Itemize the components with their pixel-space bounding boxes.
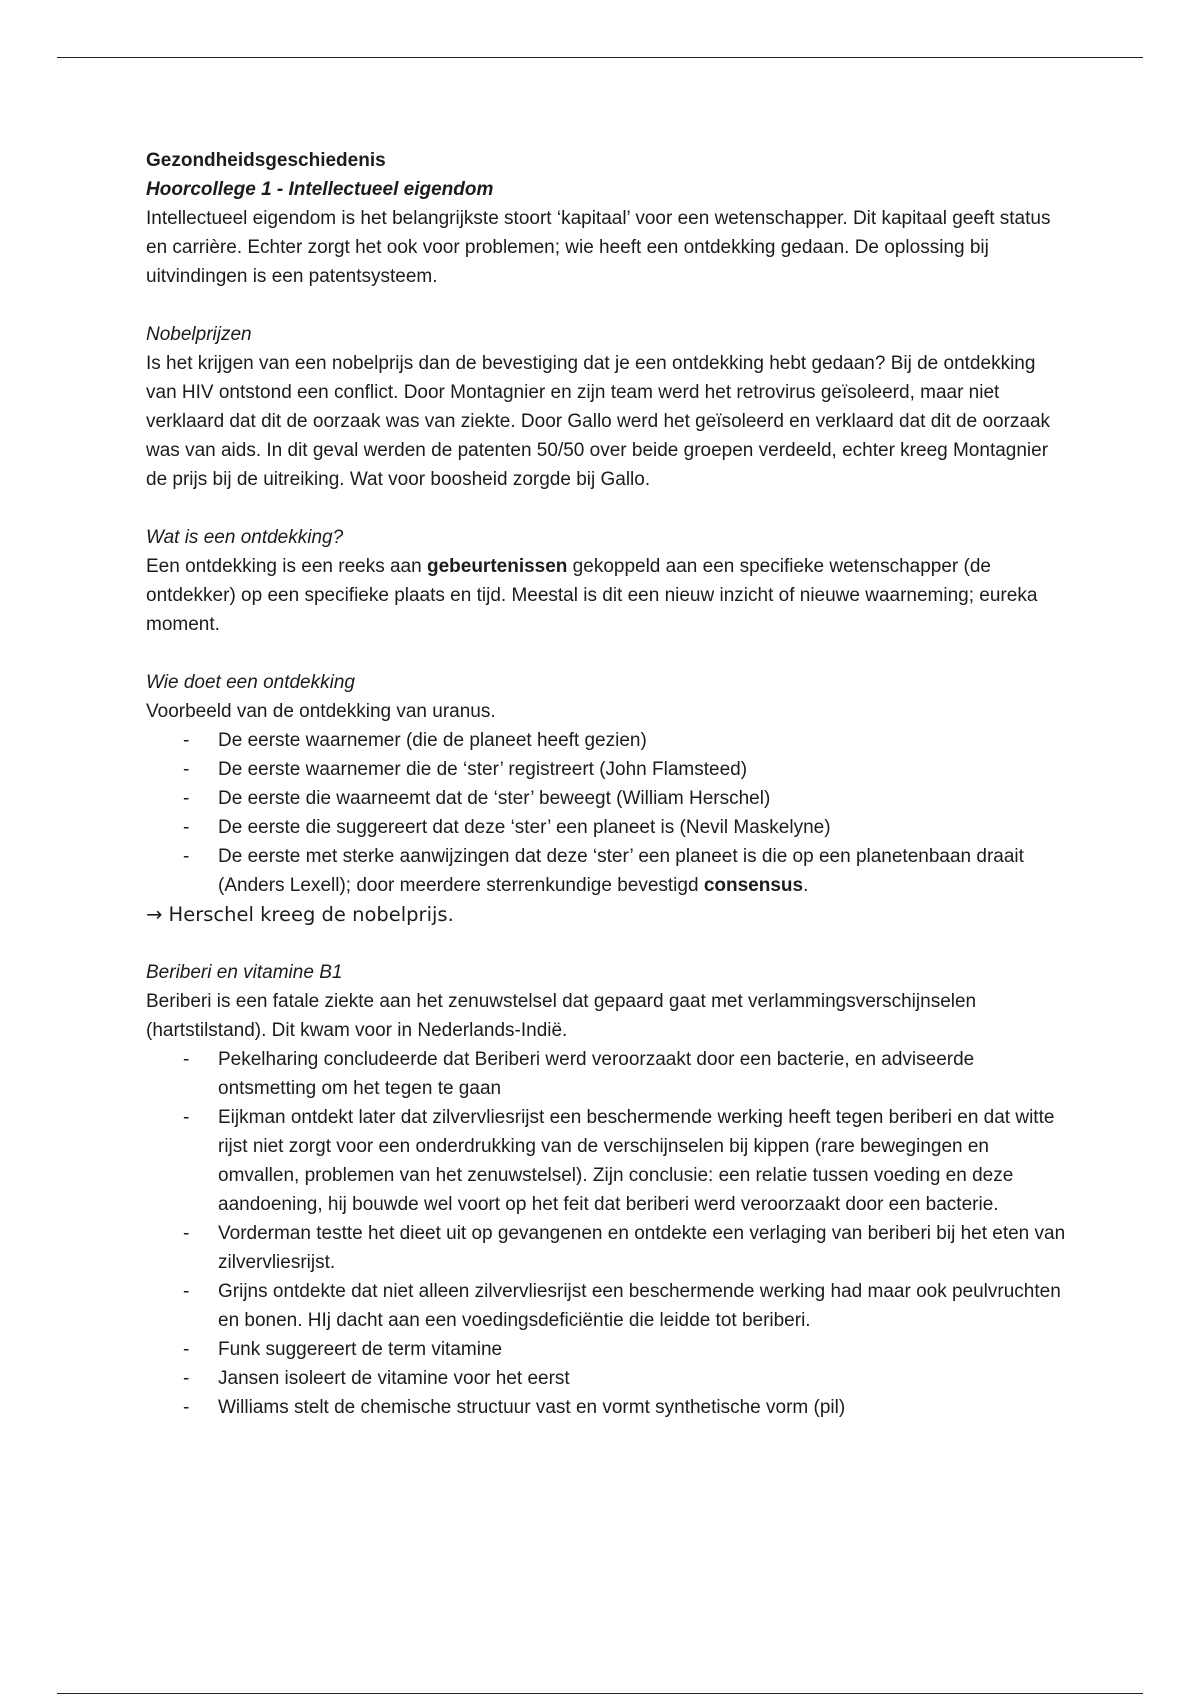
list-item: [146, 1219, 1066, 1277]
section-heading-beriberi: Beriberi en vitamine B1: [146, 962, 343, 983]
ontdekking-paragraph: [146, 552, 1066, 639]
spacer: [146, 291, 1066, 320]
list-item-text: Williams stelt de chemische structuur vast en vormt synthetische vorm (pil): [218, 1397, 846, 1418]
list-item-text: Jansen isoleert de vitamine voor het eerst: [218, 1368, 570, 1389]
list-item-text: De eerste waarnemer die de ‘ster’ registreert (John Flamsteed): [218, 759, 748, 780]
dash-marker: -: [183, 1107, 190, 1128]
beriberi-list: [146, 1045, 1066, 1422]
list-item-text: Grijns ontdekte dat niet alleen zilvervliesrijst een beschermende werking had maar ook peulvruchten en bonen. HIj dacht aan een voedingsdeficiëntie die leidde tot beriberi.: [218, 1281, 1061, 1331]
spacer: [146, 929, 1066, 958]
list-item: [146, 1045, 1066, 1103]
header-rule: [57, 57, 1143, 58]
list-item: [146, 842, 1066, 900]
dash-marker: -: [183, 730, 190, 751]
dash-marker: -: [183, 846, 190, 867]
list-item-text: De eerste die suggereert dat deze ‘ster’ een planeet is (Nevil Maskelyne): [218, 817, 831, 838]
list-item: [146, 1335, 1066, 1364]
list-item-text: De eerste met sterke aanwijzingen dat deze ‘ster’ een planeet is die op een planetenbaan draait (Anders Lexell); door meerdere sterrenkundige bevestigd: [218, 846, 1024, 896]
dash-marker: -: [183, 1368, 190, 1389]
list-item-text: De eerste die waarneemt dat de ‘ster’ beweegt (William Herschel): [218, 788, 771, 809]
list-item: [146, 784, 1066, 813]
dash-marker: -: [183, 1397, 190, 1418]
dash-marker: -: [183, 1223, 190, 1244]
list-item: [146, 813, 1066, 842]
beriberi-intro: Beriberi is een fatale ziekte aan het zenuwstelsel dat gepaard gaat met verlammingsverschijnselen (hartstilstand). Dit kwam voor in Nederlands-Indië.: [146, 991, 977, 1041]
section-heading-wie: Wie doet een ontdekking: [146, 672, 355, 693]
section-heading-ontdekking: Wat is een ontdekking?: [146, 527, 344, 548]
list-item-text: Eijkman ontdekt later dat zilvervliesrijst een beschermende werking heeft tegen beriberi en dat witte rijst niet zorgt voor een onderdrukking van de verschijnselen bij kippen (rare bewegingen en omvallen, problemen van het zenuwstelsel). Zijn conclusie: een relatie tussen voeding en deze aandoening, hij bouwde wel voort op het feit dat beriberi werd veroorzaakt door een bacterie.: [218, 1107, 1055, 1215]
spacer: [146, 494, 1066, 523]
herschel-conclusion: → Herschel kreeg de nobelprijs.: [146, 903, 454, 926]
dash-marker: -: [183, 1281, 190, 1302]
list-item: [146, 1364, 1066, 1393]
dash-marker: -: [183, 1339, 190, 1360]
dash-marker: -: [183, 788, 190, 809]
list-item: [146, 1103, 1066, 1219]
list-item-text: Funk suggereert de term vitamine: [218, 1339, 503, 1360]
ontdekking-bold-term: gebeurtenissen: [426, 556, 568, 577]
spacer: [146, 639, 1066, 668]
wie-intro: Voorbeeld van de ontdekking van uranus.: [146, 701, 496, 722]
intro-paragraph: Intellectueel eigendom is het belangrijkste stoort ‘kapitaal’ voor een wetenschapper. Dit kapitaal geeft status en carrière. Echter zorgt het ook voor problemen; wie heeft een ontdekking gedaan. De oplossing bij uitvindingen is een patentsysteem.: [146, 208, 1051, 287]
ontdekking-text-start: Een ontdekking is een reeks aan: [146, 556, 427, 577]
document-title: Gezondheidsgeschiedenis: [146, 150, 386, 171]
list-item: [146, 726, 1066, 755]
section-heading-nobelprijzen: Nobelprijzen: [146, 324, 252, 345]
list-item-text: De eerste waarnemer (die de planeet heeft gezien): [218, 730, 647, 751]
nobelprijzen-paragraph: Is het krijgen van een nobelprijs dan de bevestiging dat je een ontdekking hebt gedaan? Bij de ontdekking van HIV ontstond een conflict. Door Montagnier en zijn team werd het retrovirus geïsoleerd, maar niet verklaard dat dit de oorzaak was van ziekte. Door Gallo werd het geïsoleerd en verklaard dat dit de oorzaak was van aids. In dit geval werden de patenten 50/50 over beide groepen verdeeld, echter kreeg Montagnier de prijs bij de uitreiking. Wat voor boosheid zorgde bij Gallo.: [146, 353, 1051, 490]
dash-marker: -: [183, 759, 190, 780]
list-item: [146, 1393, 1066, 1422]
list-item-text-end: .: [803, 875, 809, 896]
dash-marker: -: [183, 817, 190, 838]
list-item: [146, 755, 1066, 784]
dash-marker: -: [183, 1049, 190, 1070]
uranus-list: [146, 726, 1066, 900]
ontdekking-text-end: gekoppeld aan een specifieke wetenschapper (de ontdekker) op een specifieke plaats en tijd. Meestal is dit een nieuw inzicht of nieuwe waarneming; eureka moment.: [146, 556, 1038, 635]
document-body: [146, 146, 1066, 1422]
list-item-text: Pekelharing concludeerde dat Beriberi werd veroorzaakt door een bacterie, en adviseerde ontsmetting om het tegen te gaan: [218, 1049, 975, 1099]
footer-rule: [57, 1693, 1143, 1694]
list-item: [146, 1277, 1066, 1335]
document-subtitle: Hoorcollege 1 - Intellectueel eigendom: [146, 179, 494, 200]
list-item-text: Vorderman testte het dieet uit op gevangenen en ontdekte een verlaging van beriberi bij het eten van zilvervliesrijst.: [218, 1223, 1066, 1273]
consensus-bold-term: consensus: [703, 875, 804, 896]
